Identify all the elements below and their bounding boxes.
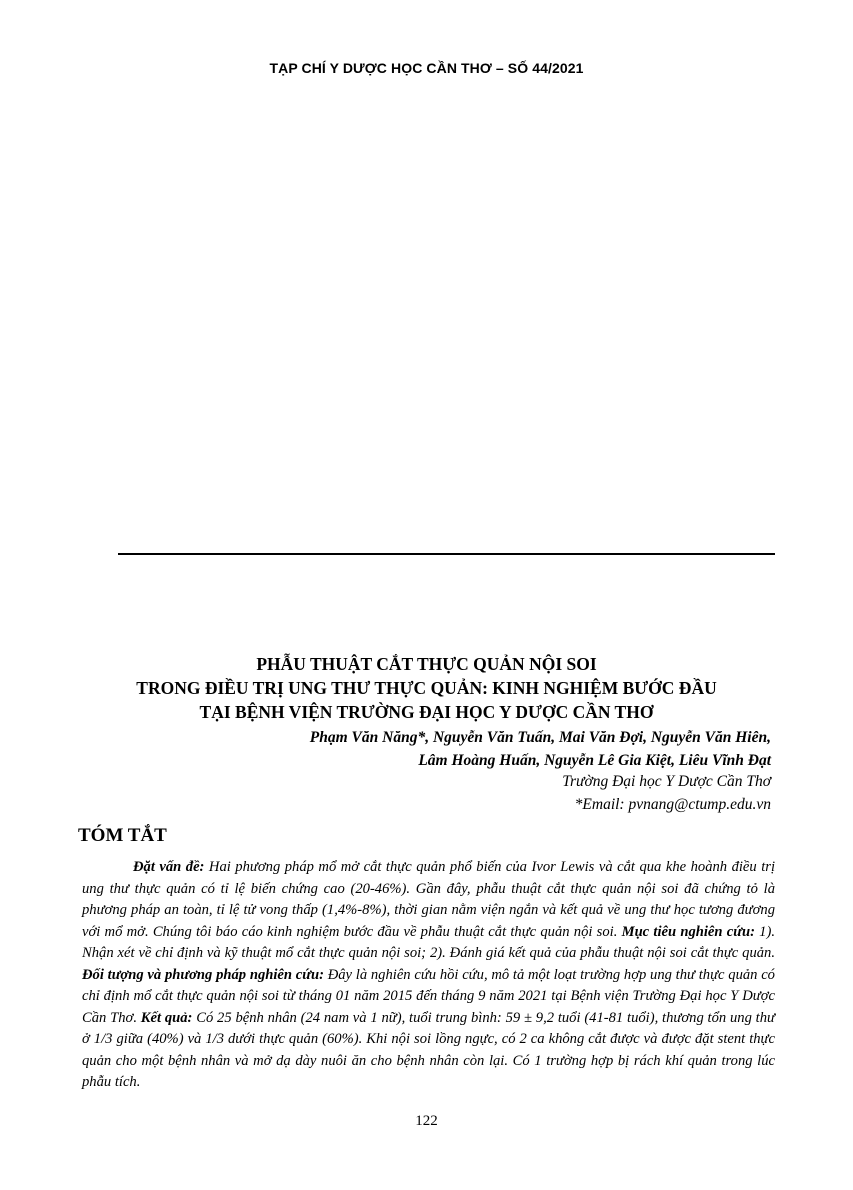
methods-text: Đây là nghiên cứu hồi cứu, mô tả một loạt trường hợp ung thư thực quản có chỉ định mổ cắt thực quản nội soi từ tháng 01 năm 2015 đến tháng 9 năm 2021 tại Bệnh viện Trường Đại học Y Dược Cần Thơ.: [82, 966, 775, 1026]
header-divider: [118, 553, 775, 555]
objectives-text: 1). Nhận xét về chỉ định và kỹ thuật mổ cắt thực quản nội soi; 2). Đánh giá kết quả của phẫu thuật nội soi cắt thực quản.: [82, 923, 775, 961]
journal-header: TẠP CHÍ Y DƯỢC HỌC CẦN THƠ – SỐ 44/2021: [269, 60, 584, 76]
results-text: Có 25 bệnh nhân (24 nam và 1 nữ), tuổi trung bình: 59 ± 9,2 tuổi (41-81 tuổi), thương tổn ung thư ở 1/3 giữa (40%) và 1/3 dưới thực quản (60%). Khi nội soi lồng ngực, có 2 ca không cắt được và được đặt stent thực quản cho một bệnh nhân và mở dạ dày nuôi ăn cho bệnh nhân còn lại. Có 1 trường hợp bị rách khí quản trong lúc phẫu tích.: [82, 1009, 775, 1090]
objectives-label: Mục tiêu nghiên cứu:: [621, 923, 755, 940]
abstract-heading: TÓM TẮT: [78, 825, 167, 846]
affiliation-block: [562, 770, 771, 816]
page-number: 122: [415, 1113, 438, 1129]
title-line-3: TẠI BỆNH VIỆN TRƯỜNG ĐẠI HỌC Y DƯỢC CẦN THƠ: [199, 702, 654, 722]
methods-label: Đối tượng và phương pháp nghiên cứu:: [82, 966, 324, 983]
background-text: Hai phương pháp mổ mở cắt thực quản phổ biến của Ivor Lewis và cắt qua khe hoành điều trị ung thư thực quản có tỉ lệ biến chứng cao (20-46%). Gần đây, phẫu thuật cắt thực quản nội soi đã chứng tỏ là phương pháp an toàn, tỉ lệ tử vong thấp (1,4%-8%), thời gian nằm viện ngắn và kết quả về ung thư học tương đương với mổ mở. Chúng tôi báo cáo kinh nghiệm bước đầu về phẫu thuật cắt thực quản nội soi.: [82, 859, 775, 940]
results-label: Kết quả:: [140, 1009, 193, 1026]
corresponding-email: *Email: pvnang@ctump.edu.vn: [574, 796, 771, 813]
author-list: [310, 726, 771, 772]
title-line-1: PHẪU THUẬT CẮT THỰC QUẢN NỘI SOI: [256, 654, 597, 674]
authors-line-2: Lâm Hoàng Huấn, Nguyễn Lê Gia Kiệt, Liêu Vĩnh Đạt: [418, 752, 771, 769]
background-label: Đặt vấn đề:: [133, 859, 205, 875]
affiliation: Trường Đại học Y Dược Cần Thơ: [562, 773, 771, 790]
title-line-2: TRONG ĐIỀU TRỊ UNG THƯ THỰC QUẢN: KINH NGHIỆM BƯỚC ĐẦU: [136, 678, 717, 698]
authors-line-1: Phạm Văn Năng*, Nguyễn Văn Tuấn, Mai Văn Đợi, Nguyễn Văn Hiên,: [309, 729, 771, 746]
article-title: [0, 652, 853, 724]
abstract-body: [82, 857, 775, 1094]
